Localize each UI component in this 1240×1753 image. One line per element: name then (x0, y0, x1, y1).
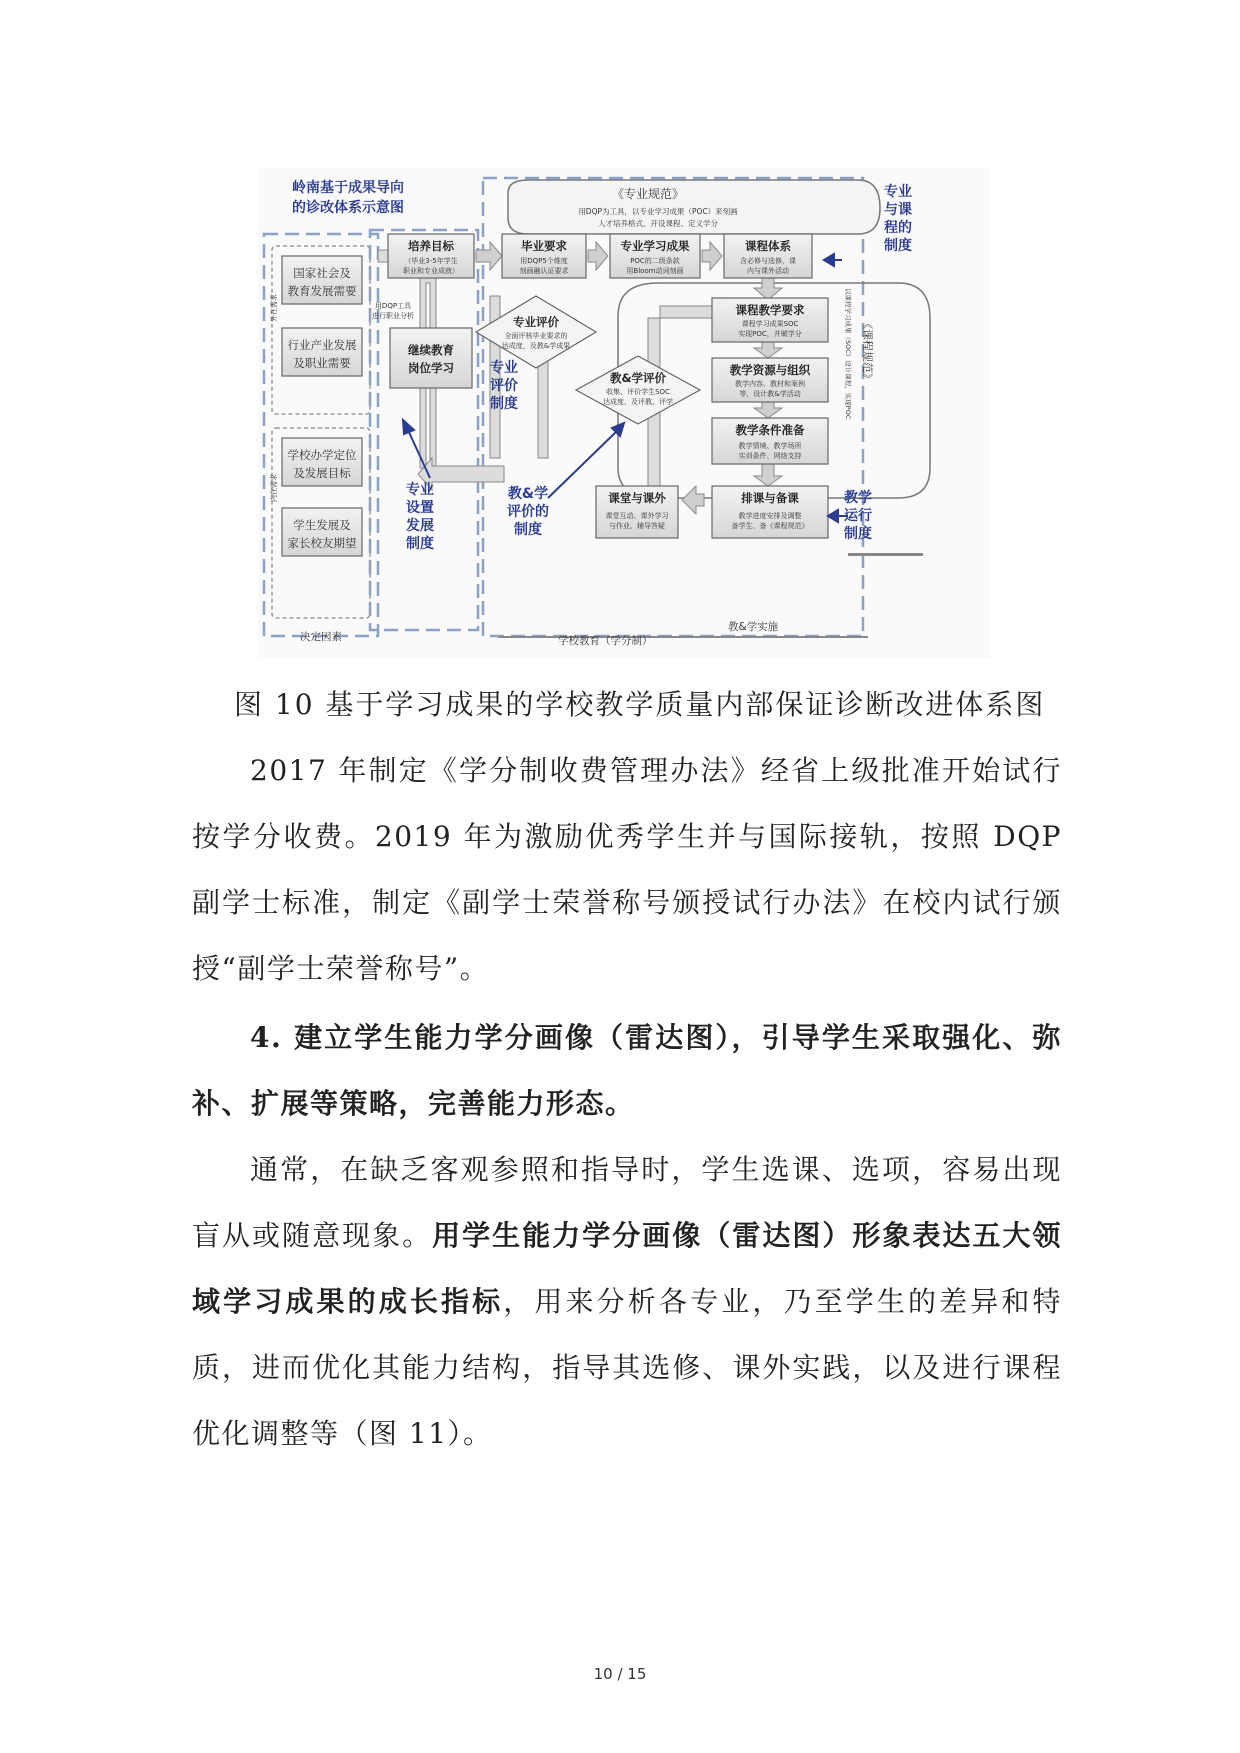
box-school-text: 学校办学定位 (287, 448, 357, 462)
teaching-op-label: 运行 (844, 508, 872, 524)
box-student-text: 家长校友期望 (287, 536, 357, 550)
grad-desc: 用DQP5个维度 (520, 257, 568, 265)
box-cont-edu (390, 328, 472, 388)
teaching-op-label: 制度 (844, 526, 872, 542)
te-eval-desc: 收集、评价学生SOC (606, 388, 670, 396)
school-education-label: 学校教育（学分制） (558, 635, 653, 647)
resource-desc: 教学内容、教材和案例 (735, 380, 805, 388)
schedule-title: 排课与备课 (741, 491, 799, 505)
te-eval-title: 教&学评价 (609, 371, 667, 385)
goal-title: 培养目标 (408, 239, 454, 253)
te-eval-desc: 达成度，及评教、评学 (603, 398, 673, 406)
paragraph-radar-bold: 用学生能力学分画像（雷达图）形象表达五大领域学习成果的成长指标 (192, 1219, 1062, 1318)
grad-desc: 刻画融认证要求 (519, 267, 569, 275)
poc-desc: 用Bloom动词刻画 (626, 267, 684, 275)
norm-desc1: 用DQP为工具，以专业学习成果（POC）来刻画 (578, 207, 738, 216)
box-industry-text: 及职业需要 (293, 356, 351, 370)
major-setup-label: 设置 (406, 500, 434, 516)
condition-desc: 实训条件、网络支持 (738, 452, 802, 460)
goal-desc: 职业和专业成就） (403, 267, 459, 275)
curr-desc: 含必修与选修，课 (740, 257, 796, 265)
class-title: 课堂与课外 (608, 491, 666, 505)
course-req-desc: 实现POC，并赋学分 (738, 330, 802, 338)
paragraph-radar-part3: ，用来分析各专业，乃至学生的差异和特质，进而优化其能力结构，指导其选修、课外实践，以及进行课程优化调整等（图 11）。 (192, 1285, 1062, 1450)
resource-title: 教学资源与组织 (729, 363, 811, 377)
dqp-note: 用DQP工具 (374, 302, 412, 310)
curr-desc: 内与课外活动 (747, 267, 789, 275)
box-nation-text: 教育发展需要 (287, 284, 357, 298)
internal-needs-label: 内在需求 (270, 474, 278, 502)
major-eval-desc: 达成度，及教&学成果 (501, 342, 571, 350)
box-nation-text: 国家社会及 (293, 266, 351, 280)
goal-desc: （毕业3-5年学生 (404, 257, 458, 265)
cont-edu-text: 继续教育 (408, 343, 454, 357)
course-req-desc: 课程学习成果SOC (741, 320, 799, 328)
box-industry-text: 行业产业发展 (287, 338, 357, 352)
condition-title: 教学条件准备 (735, 423, 805, 437)
major-eval-desc: 全面评核毕业要求的 (504, 332, 568, 340)
norm-title: 《专业规范》 (611, 187, 685, 201)
paragraph-radar-part1: 通常，在缺乏客观参照和指导时，学生选课、选项，容易出现盲从或随意现象。 (192, 1153, 1062, 1252)
course-req-title: 课程教学要求 (735, 303, 805, 317)
class-desc: 课堂互动、课外学习 (605, 512, 669, 520)
resource-desc: 等，设计教&学活动 (739, 390, 801, 398)
norm-desc2: 人才培养格式、开设课程、定义学分 (598, 219, 718, 228)
course-norm-label: 《课程规范》 (861, 318, 874, 384)
section-heading-4: 4. 建立学生能力学分画像（雷达图），引导学生采取强化、弥补、扩展等策略，完善能力形态。 (192, 1021, 1062, 1120)
major-course-label: 程的 (884, 220, 912, 236)
poc-title: 专业学习成果 (620, 239, 690, 253)
paragraph-radar (192, 1137, 1062, 1467)
quality-assurance-diagram (258, 168, 991, 658)
major-course-label: 制度 (884, 238, 912, 254)
teaching-op-label: 教学 (844, 490, 872, 506)
major-eval-label: 制度 (490, 396, 518, 412)
te-eval-label: 教&学 (507, 486, 549, 502)
diagram-title-line2: 的诊改体系示意图 (292, 200, 404, 216)
curr-title: 课程体系 (745, 239, 791, 253)
major-setup-label: 制度 (406, 536, 434, 552)
external-needs-label: 外在需求 (270, 294, 278, 322)
condition-desc: 教学情境、教学场所 (738, 442, 802, 450)
page-number: 10 / 15 (593, 1665, 647, 1683)
class-desc: 与作业，辅导答疑 (609, 522, 665, 530)
paragraph-credit-fee: 2017 年制定《学分制收费管理办法》经省上级批准开始试行按学分收费。2019 年为激励优秀学生并与国际接轨，按照 DQP 副学士标准，制定《副学士荣誉称号颁授试行办法》在校内试行颁授“副学士荣誉称号”。 (192, 754, 1062, 985)
dqp-note: 进行职业分析 (372, 312, 414, 320)
course-norm-sub: 以课程学习成果（SOC）设计课程，实现POC (844, 288, 852, 420)
major-setup-label: 专业 (406, 482, 434, 498)
schedule-desc: 备学生、备《课程规范》 (731, 522, 809, 530)
major-course-label: 与课 (884, 202, 912, 218)
cont-edu-text: 岗位学习 (408, 361, 454, 375)
box-student-text: 学生发展及 (293, 518, 351, 532)
te-practice-label: 教&学实施 (728, 621, 779, 633)
figure-caption: 图 10 基于学习成果的学校教学质量内部保证诊断改进体系图 (234, 688, 1046, 721)
major-eval-title: 专业评价 (513, 315, 559, 329)
major-setup-label: 发展 (406, 518, 434, 534)
diagram-title-line1: 岭南基于成果导向 (292, 180, 404, 196)
box-school-text: 及发展目标 (293, 466, 351, 480)
te-eval-label: 制度 (514, 522, 542, 538)
grad-title: 毕业要求 (521, 239, 567, 253)
poc-desc: POC的二级条款 (630, 257, 680, 265)
decisive-factors-label: 决定因素 (300, 631, 342, 643)
schedule-desc: 教学进度安排及调整 (738, 512, 802, 520)
major-course-label: 专业 (884, 184, 912, 200)
te-eval-label: 评价的 (507, 504, 549, 520)
major-eval-label: 评价 (490, 378, 518, 394)
major-eval-label: 专业 (490, 360, 518, 376)
